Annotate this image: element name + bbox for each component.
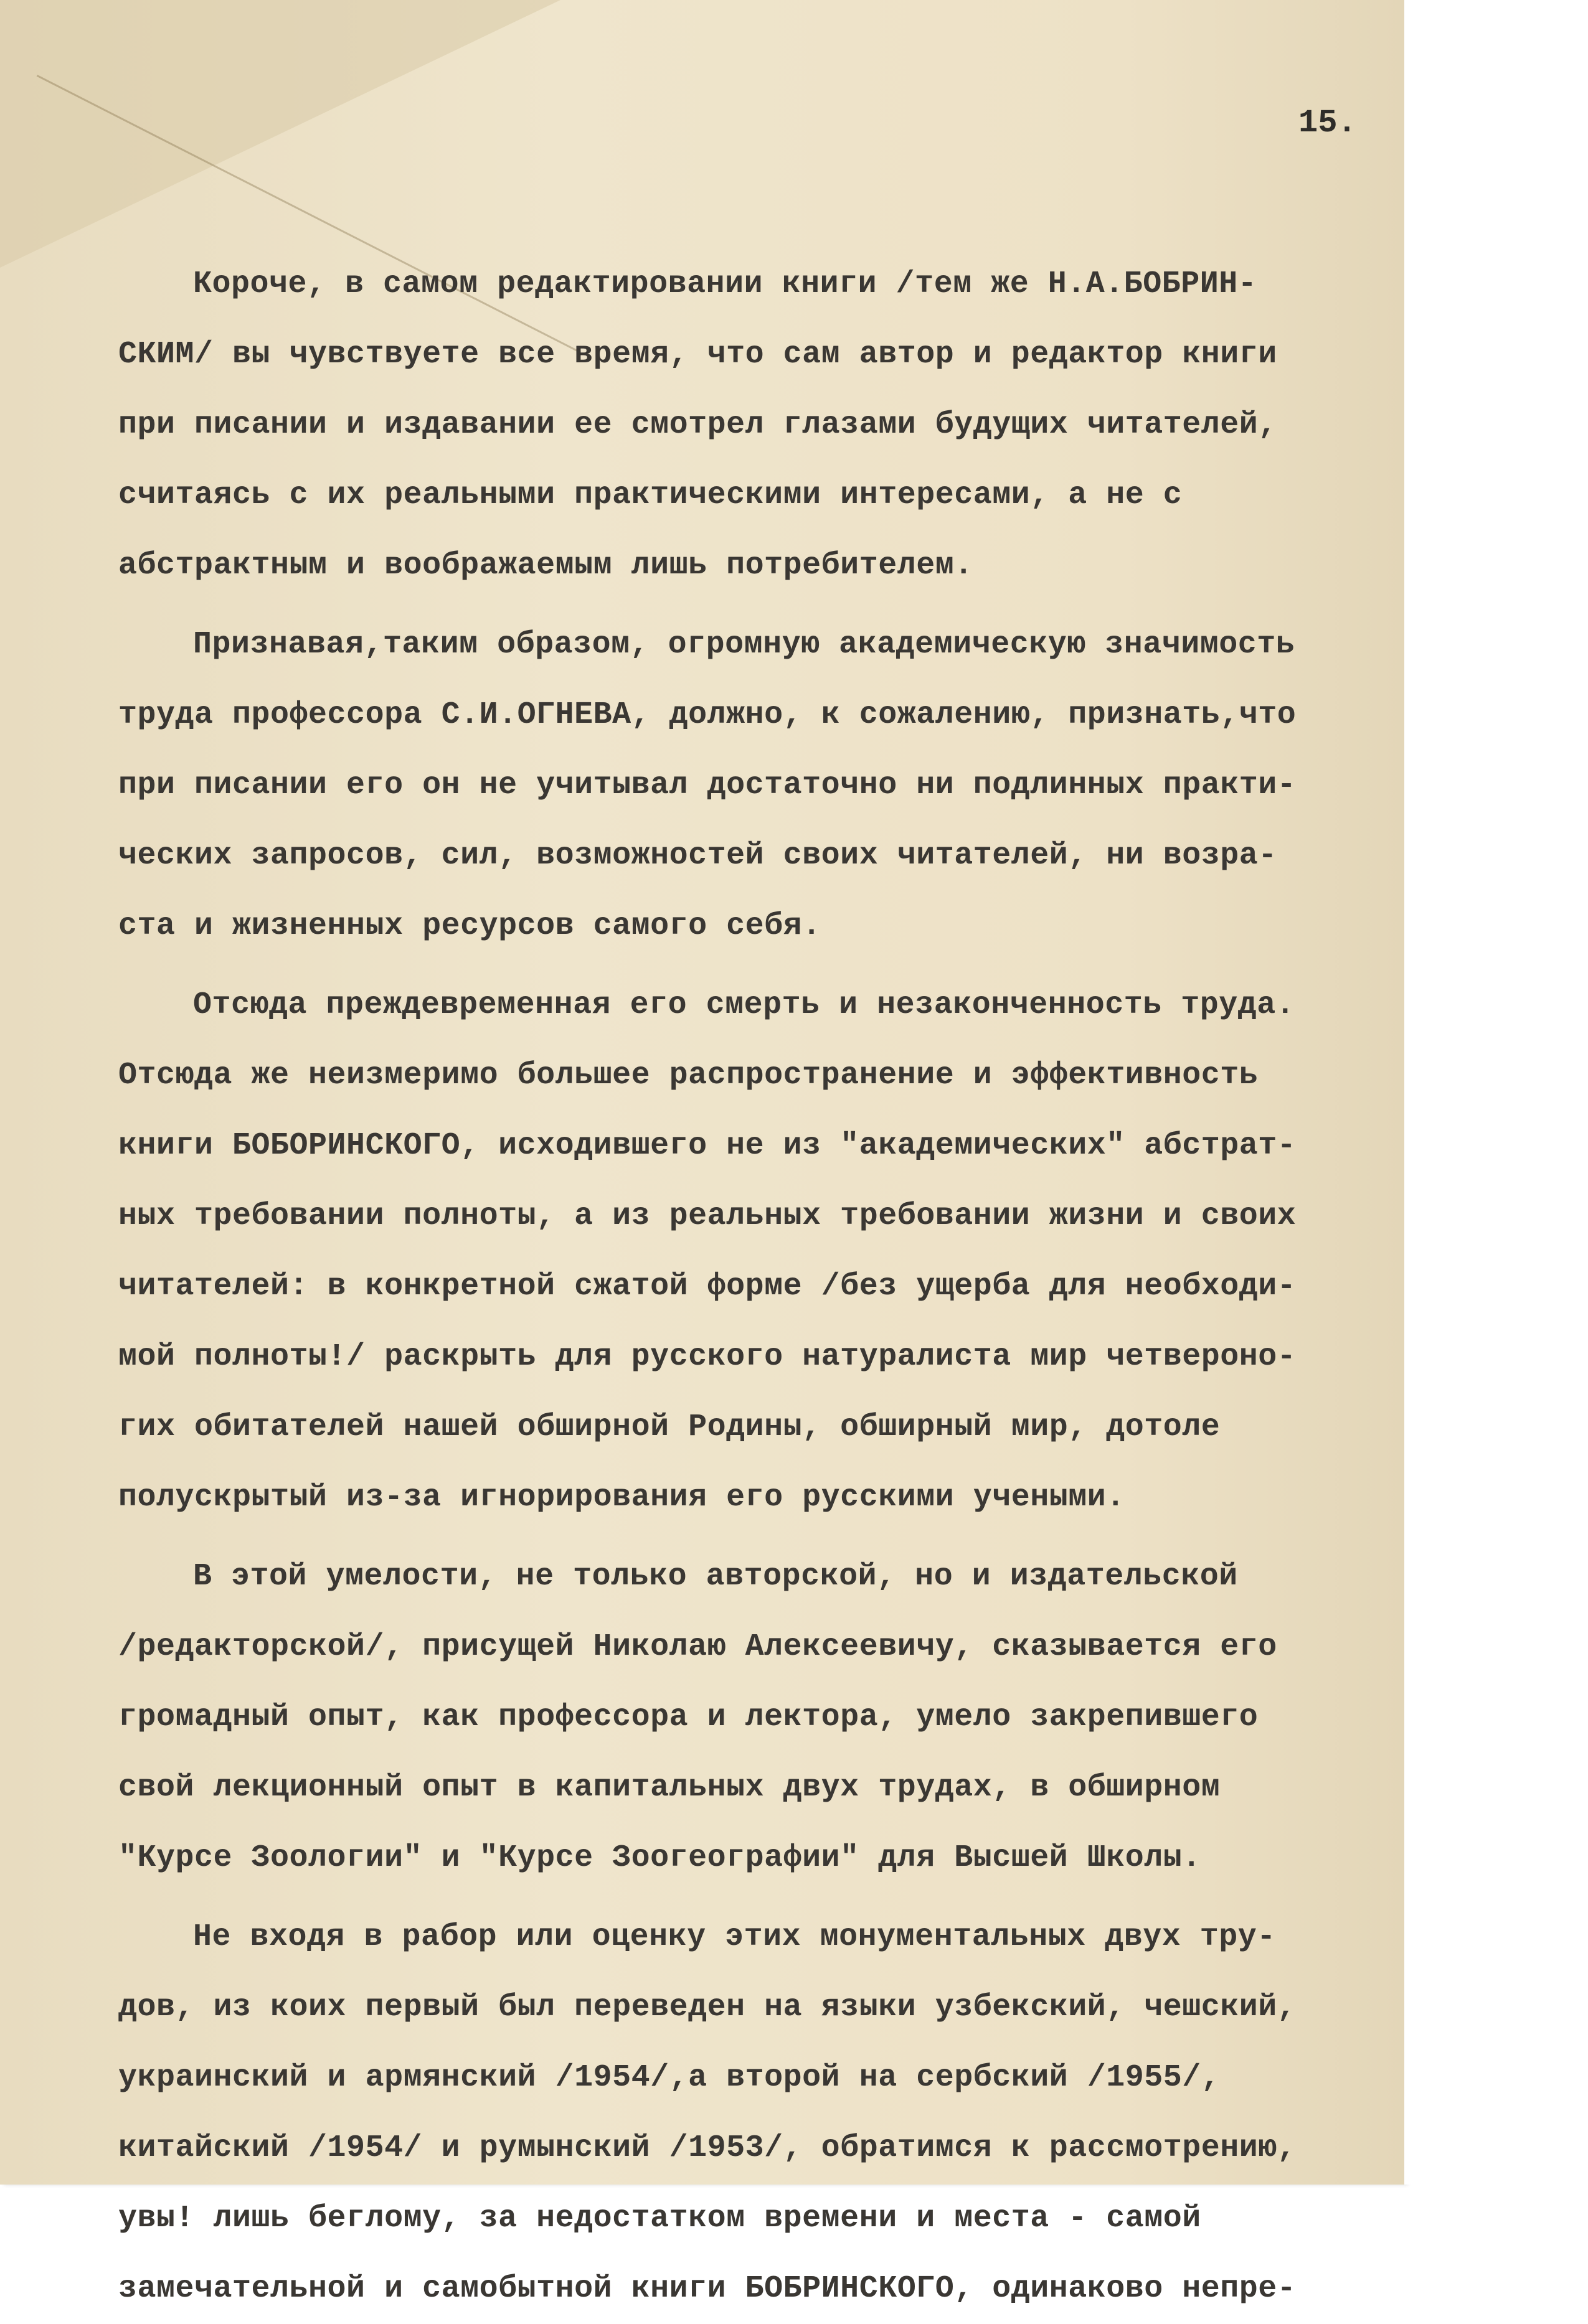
text-line: свой лекционный опыт в капитальных двух трудах, в обширном (118, 1770, 1221, 1805)
text-line: ста и жизненных ресурсов самого себя. (118, 908, 821, 944)
text-line: абстрактным и воображаемым лишь потребителем. (118, 548, 973, 583)
text-line: мой полноты!/ раскрыть для русского натуралиста мир четвероно- (118, 1339, 1297, 1375)
text-line: гих обитателей нашей обширной Родины, обширный мир, дотоле (118, 1409, 1221, 1445)
text-line: Признавая,таким образом, огромную академическую значимость (193, 627, 1295, 662)
text-line: Не входя в рабор или оценку этих монументальных двух тру- (193, 1919, 1276, 1955)
folded-corner (0, 0, 560, 268)
text-line: /редакторской/, присущей Николаю Алексеевичу, сказывается его (118, 1629, 1277, 1665)
text-line: полускрытый из-за игнорирования его русскими учеными. (118, 1480, 1125, 1515)
document-body (118, 249, 1411, 2324)
text-line: труда профессора С.И.ОГНЕВА, должно, к сожалению, признать,что (118, 697, 1297, 733)
text-line: громадный опыт, как профессора и лектора, умело закрепившего (118, 1700, 1259, 1735)
scanner-margin (1404, 0, 1588, 2185)
text-line: Короче, в самом редактировании книги /тем же Н.А.БОБРИН- (193, 266, 1257, 302)
text-line: китайский /1954/ и румынский /1953/, обратимся к рассмотрению, (118, 2130, 1297, 2166)
text-line: дов, из коих первый был переведен на языки узбекский, чешский, (118, 1990, 1297, 2025)
text-line: СКИМ/ вы чувствуете все время, что сам автор и редактор книги (118, 337, 1277, 372)
text-line: увы! лишь беглому, за недостатком времени и места - самой (118, 2201, 1201, 2236)
text-line: "Курсе Зоологии" и "Курсе Зоогеографии" для Высшей Школы. (118, 1840, 1201, 1876)
text-line: В этой умелости, не только авторской, но и издательской (193, 1559, 1238, 1594)
text-line: украинский и армянский /1954/,а второй на сербский /1955/, (118, 2060, 1221, 2096)
text-line: считаясь с их реальными практическими интересами, а не с (118, 478, 1183, 513)
text-line: читателей: в конкретной сжатой форме /без ущерба для необходи- (118, 1269, 1297, 1304)
text-line: при писании его он не учитывал достаточно ни подлинных практи- (118, 768, 1297, 803)
page-number: 15. (1298, 105, 1357, 141)
text-line: ческих запросов, сил, возможностей своих читателей, ни возра- (118, 838, 1277, 873)
text-line: ных требовании полноты, а из реальных требовании жизни и своих (118, 1198, 1297, 1234)
text-line: Отсюда же неизмеримо большее распространение и эффективность (118, 1058, 1259, 1093)
text-line: Отсюда преждевременная его смерть и незаконченность труда. (193, 987, 1295, 1023)
text-line: книги БОБОРИНСКОГО, исходившего не из "академических" абстрат- (118, 1128, 1297, 1164)
text-line: замечательной и самобытной книги БОБРИНСКОГО, одинаково непре- (118, 2271, 1297, 2307)
text-line: при писании и издавании ее смотрел глазами будущих читателей, (118, 407, 1277, 443)
